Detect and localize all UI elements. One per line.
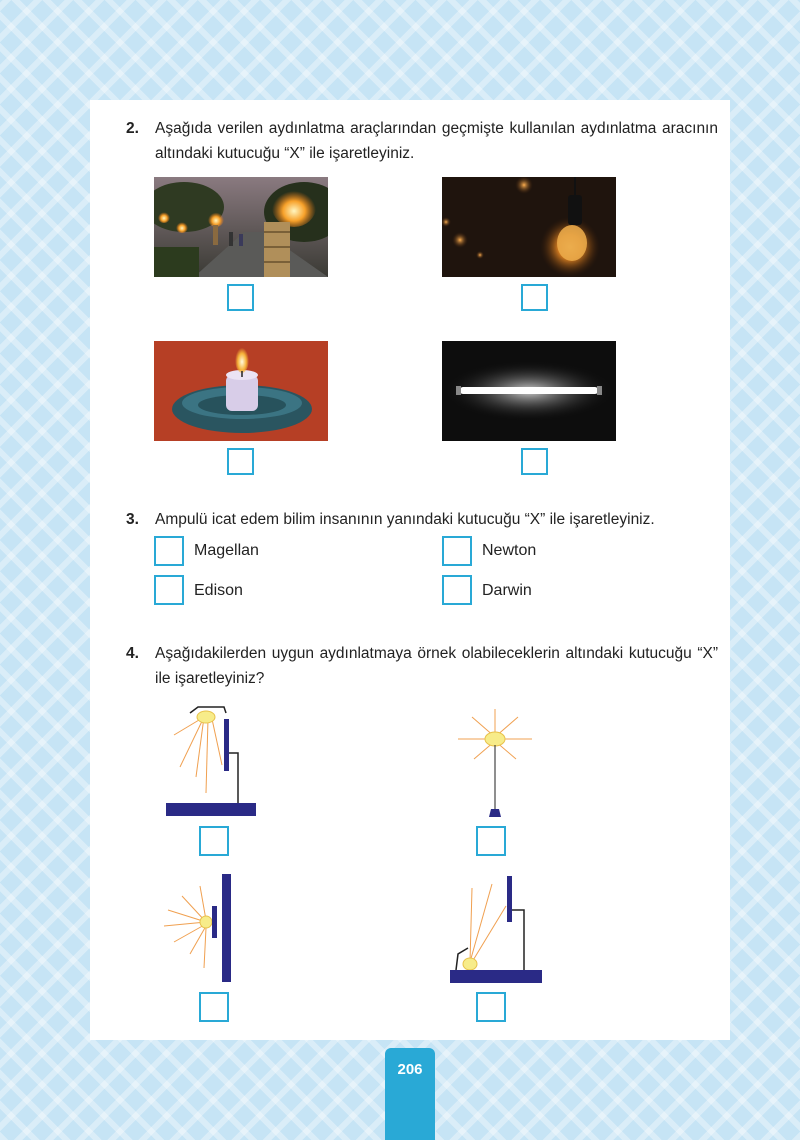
diagram-4-checkbox[interactable]	[476, 992, 506, 1022]
question-2-number: 2.	[126, 120, 139, 137]
option-edison-checkbox[interactable]	[154, 575, 184, 605]
torch-checkbox[interactable]	[227, 284, 254, 311]
page-number	[385, 1048, 435, 1140]
option-magellan-label: Magellan	[194, 542, 259, 559]
question-4-number: 4.	[126, 645, 139, 662]
desk-lamp-diagram-1	[160, 705, 270, 820]
option-darwin-label: Darwin	[482, 582, 532, 599]
option-darwin-checkbox[interactable]	[442, 575, 472, 605]
light-bulb-photo	[442, 177, 616, 277]
option-newton-label: Newton	[482, 542, 537, 559]
candle-photo	[154, 341, 328, 441]
question-2	[126, 116, 718, 166]
worksheet-page	[90, 100, 730, 1040]
diagram-2-checkbox[interactable]	[476, 826, 506, 856]
question-4	[126, 641, 718, 691]
candle-checkbox[interactable]	[227, 448, 254, 475]
question-2-text: Aşağıda verilen aydınlatma araçlarından geçmişte kullanılan aydınlatma aracının altındaki kutucuğu “X” ile işaretleyiniz.	[155, 120, 718, 162]
diagram-1-checkbox[interactable]	[199, 826, 229, 856]
pendant-lamp-diagram	[450, 705, 540, 820]
fluorescent-lamp-photo	[442, 341, 616, 441]
question-4-text: Aşağıdakilerden uygun aydınlatmaya örnek olabileceklerin altındaki kutucuğu “X” ile işaretleyiniz?	[155, 645, 718, 687]
desk-lamp-diagram-2	[448, 870, 548, 985]
question-3-number: 3.	[126, 511, 139, 528]
question-3	[126, 507, 718, 532]
diagram-3-checkbox[interactable]	[199, 992, 229, 1022]
question-3-text: Ampulü icat edem bilim insanının yanındaki kutucuğu “X” ile işaretleyiniz.	[155, 511, 655, 528]
option-edison-label: Edison	[194, 582, 243, 599]
page-number-text: 206	[397, 1061, 423, 1078]
wall-lamp-diagram	[160, 870, 250, 985]
option-magellan-checkbox[interactable]	[154, 536, 184, 566]
light-bulb-checkbox[interactable]	[521, 284, 548, 311]
option-newton-checkbox[interactable]	[442, 536, 472, 566]
torch-photo	[154, 177, 328, 277]
fluorescent-lamp-checkbox[interactable]	[521, 448, 548, 475]
